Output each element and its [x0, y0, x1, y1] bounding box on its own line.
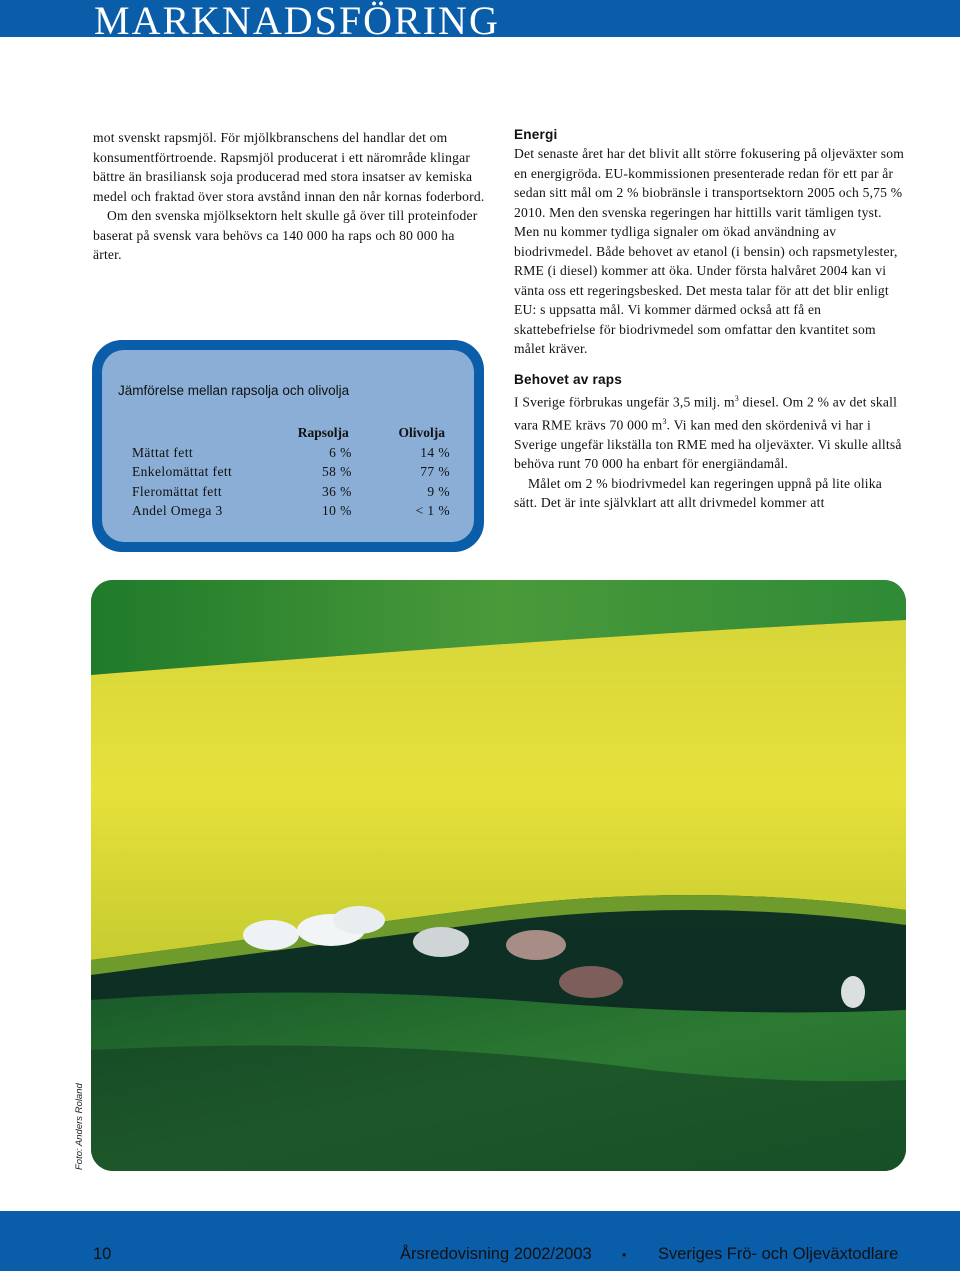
header-band — [0, 0, 960, 37]
table-cell: 58 % — [322, 464, 352, 479]
fact-box — [92, 340, 484, 552]
comparison-table — [132, 423, 450, 521]
subheading-energi: Energi — [514, 127, 558, 142]
row-label: Andel Omega 3 — [132, 503, 223, 518]
table-cell: 77 % — [420, 464, 450, 479]
photo-credit: Foto: Anders Roland — [74, 1083, 85, 1170]
table-header-row — [132, 423, 450, 443]
table-cell: 10 % — [322, 503, 352, 518]
table-row — [132, 443, 450, 463]
report-title: Årsredovisning 2002/2003 — [400, 1245, 592, 1263]
body-paragraph: Det senaste året har det blivit allt större fokusering på oljeväxter som en energigröda. EU-kommissionen presenterade redan för ett par år sedan sitt mål om 2 % biobränsle i transportsektorn 2005 och 5,75 % 2010. Men den svenska regeringen har hittills varit tämligen tyst. Men nu kommer tydliga signaler om ökad användning av biodrivmedel. Både behovet av etanol (i bensin) och rapsmetylester, RME (i diesel) kommer att öka. Under första halvåret 2004 kan vi vänta oss ett regeringsbesked. Det mesta talar för att det blir enligt EU: s uppsatta mål. Vi kommer därmed också att få en skattebefrielse för biodrivmedel som omfattar den kvantitet som målet kräver. — [514, 146, 904, 356]
organization-name: Sveriges Frö- och Oljeväxtodlare — [658, 1245, 899, 1263]
superscript: 3 — [734, 393, 739, 403]
table-row — [132, 501, 450, 521]
row-label: Mättat fett — [132, 444, 194, 460]
body-paragraph: Målet om 2 % biodrivmedel kan regeringen uppnå på lite olika sätt. Det är inte självklart att allt drivmedel kommer att — [514, 475, 883, 511]
superscript: 3 — [662, 416, 667, 426]
right-column — [514, 125, 906, 513]
rapeseed-field-photo — [91, 580, 906, 1171]
text-run: I Sverige förbrukas ungefär 3,5 milj. m — [514, 394, 735, 410]
body-paragraph — [514, 389, 906, 474]
fact-box-title: Jämförelse mellan rapsolja och olivolja — [118, 383, 350, 398]
body-paragraph: Om den svenska mjölksektorn helt skulle gå över till proteinfoder baserat på svensk vara behövs ca 140 000 ha raps och 80 000 ha ärter. — [93, 208, 478, 262]
section-title: MARKNADSFÖRING — [94, 0, 500, 37]
subheading-behovet: Behovet av raps — [514, 371, 623, 387]
body-paragraph: mot svenskt rapsmjöl. För mjölkbranschens del handlar det om konsumentförtroende. Rapsmjöl producerat i ett närområde klingar bättre än brasiliansk soja producerad med stora insatser av kemiska medel och fraktad över stora avstånd innan den når kornas foderbord. — [93, 130, 485, 204]
fact-box-inner — [102, 350, 474, 542]
table-cell: 6 % — [329, 444, 352, 460]
text-run: diesel. Om 2 % av det skall vara RME krävs 70 000 m — [514, 394, 898, 433]
table-row — [132, 482, 450, 502]
bullet-separator: • — [622, 1248, 627, 1262]
column-header: Rapsolja — [297, 425, 349, 440]
table-cell: 14 % — [420, 444, 450, 460]
row-label: Enkelomättat fett — [132, 464, 233, 479]
table-row — [132, 462, 450, 482]
table-cell: 9 % — [427, 483, 450, 499]
text-run: . Vi kan med den skördenivå vi har i Sverige ungefär likställa ton RME med ha oljeväxter. Vi skulle alltså behöva runt 70 000 ha enbart för energiändamål. — [514, 417, 902, 472]
column-header: Olivolja — [398, 425, 445, 440]
page-number: 10 — [93, 1245, 112, 1263]
table-cell: < 1 % — [415, 503, 450, 518]
row-label: Fleromättat fett — [132, 483, 222, 499]
column-header — [132, 423, 278, 443]
left-column — [93, 128, 486, 265]
table-cell: 36 % — [322, 483, 352, 499]
